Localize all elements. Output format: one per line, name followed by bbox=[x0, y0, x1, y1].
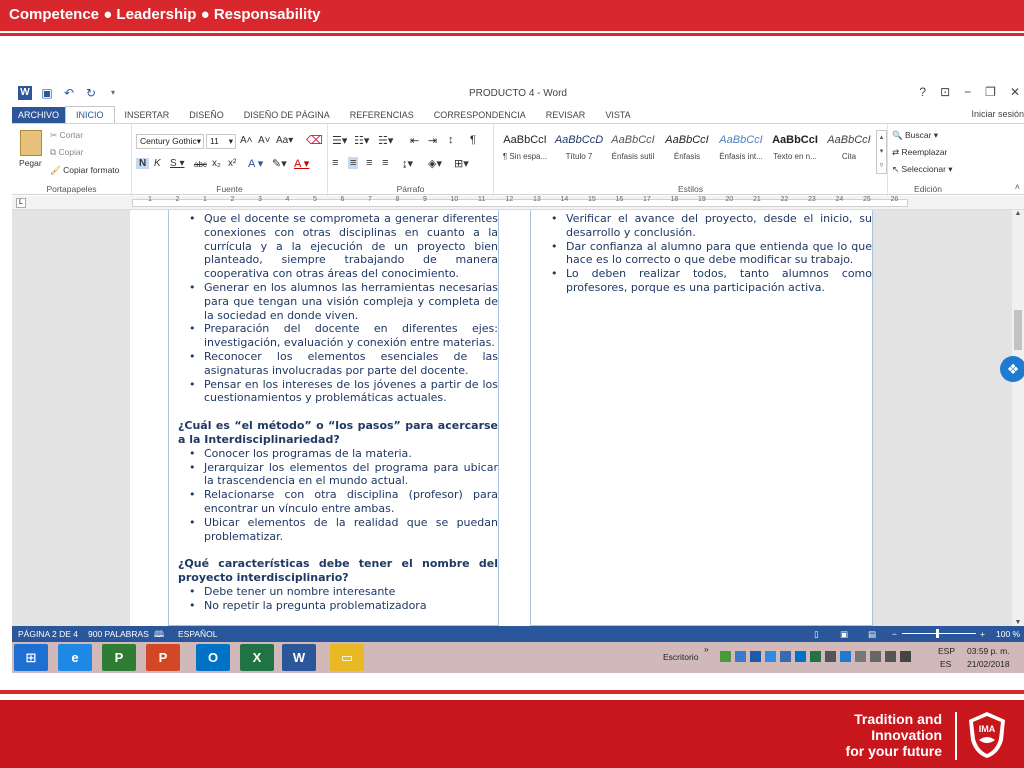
shading-icon[interactable]: ◈▾ bbox=[428, 158, 442, 170]
font-name-value: Century Gothic bbox=[140, 136, 197, 146]
right-column[interactable] bbox=[530, 210, 873, 626]
tray-app-icon[interactable] bbox=[735, 651, 746, 662]
select-label: Seleccionar bbox=[901, 164, 946, 174]
list-item: • Relacionarse con otra disciplina (profesor) para encontrar un vínculo entre ambas. bbox=[169, 488, 498, 516]
tray-app-icon[interactable] bbox=[750, 651, 761, 662]
undo-icon[interactable]: ↶ bbox=[63, 86, 75, 100]
styles-scroll[interactable]: ▴ ▾ ▿ bbox=[876, 130, 887, 174]
tab-diseno-pagina[interactable]: DISEÑO DE PÁGINA bbox=[243, 110, 330, 120]
select-button[interactable]: ↖ Seleccionar ▾ bbox=[892, 164, 953, 174]
zoom-slider[interactable] bbox=[902, 633, 976, 634]
dropbox-tray-icon[interactable] bbox=[840, 651, 851, 662]
ribbon-display-icon[interactable]: ⊡ bbox=[940, 85, 951, 99]
zoom-in-button[interactable]: + bbox=[980, 629, 985, 639]
styles-group-label: Estilos bbox=[677, 184, 704, 194]
customize-qat-icon[interactable]: ▾ bbox=[110, 88, 115, 97]
collapse-ribbon-icon[interactable]: ˄ bbox=[1014, 182, 1020, 192]
ruler-number: 17 bbox=[643, 196, 651, 203]
slide-tagline bbox=[846, 711, 942, 759]
change-case-icon[interactable]: Aa▾ bbox=[276, 135, 294, 146]
list-item: • Preparación del docente en diferentes ejes: investigación, evaluación y conexión entre materias. bbox=[169, 322, 498, 350]
input-language-top[interactable]: ESP bbox=[938, 646, 956, 656]
replace-button[interactable] bbox=[892, 147, 947, 158]
tagline-line: Innovation bbox=[871, 727, 942, 743]
window-controls bbox=[919, 85, 1020, 99]
horizontal-ruler[interactable] bbox=[12, 196, 1024, 210]
strikethrough-icon[interactable]: abc bbox=[194, 160, 207, 169]
project-icon[interactable]: P bbox=[102, 644, 136, 671]
style-sample: AaBbCcI bbox=[772, 134, 818, 146]
flag-icon[interactable] bbox=[870, 651, 881, 662]
tab-referencias[interactable]: REFERENCIAS bbox=[349, 110, 414, 120]
style-enfasis[interactable] bbox=[660, 130, 714, 172]
tab-revisar[interactable]: REVISAR bbox=[545, 110, 586, 120]
find-button[interactable]: 🔍 Buscar ▾ bbox=[892, 130, 939, 140]
numbering-icon[interactable]: ☷▾ bbox=[354, 135, 370, 147]
style-name: Título 7 bbox=[565, 152, 593, 161]
print-layout-icon[interactable]: ▣ bbox=[840, 629, 849, 639]
style-name: Cita bbox=[841, 152, 857, 161]
paragraph-group bbox=[328, 124, 494, 196]
align-right-icon[interactable]: ≡ bbox=[366, 157, 373, 169]
logo-text: IMA bbox=[978, 724, 996, 734]
proofing-icon[interactable]: 🕮 bbox=[154, 629, 165, 639]
bullet-list bbox=[169, 447, 498, 544]
subscript-icon[interactable]: x₂ bbox=[212, 158, 221, 169]
sign-in-link[interactable]: Iniciar sesión bbox=[971, 109, 1024, 119]
ruler-number: 10 bbox=[450, 196, 459, 203]
style-sample: AaBbCcI bbox=[719, 134, 763, 146]
cut-button[interactable]: ✂ Cortar bbox=[50, 130, 84, 140]
bullet-list bbox=[169, 585, 498, 613]
search-icon: 🔍 bbox=[892, 130, 903, 140]
grow-font-icon[interactable]: A˄ bbox=[240, 135, 253, 146]
ima-logo bbox=[966, 710, 1008, 760]
clipboard-group bbox=[12, 124, 132, 196]
style-sample: AaBbCcI bbox=[503, 134, 547, 146]
tab-diseno[interactable]: DISEÑO bbox=[189, 110, 224, 120]
borders-icon[interactable]: ⊞▾ bbox=[454, 158, 469, 170]
style-titulo-7[interactable] bbox=[552, 130, 606, 172]
minimize-icon[interactable]: − bbox=[964, 85, 972, 99]
restore-icon[interactable]: ❐ bbox=[985, 85, 996, 99]
cut-label: Cortar bbox=[59, 130, 84, 140]
ruler-number: 1 bbox=[148, 196, 152, 203]
tab-insertar[interactable]: INSERTAR bbox=[124, 110, 170, 120]
multilevel-list-icon[interactable]: ☵▾ bbox=[378, 135, 394, 147]
tab-inicio[interactable]: INICIO bbox=[65, 106, 115, 123]
windows-taskbar bbox=[12, 642, 1024, 673]
ruler-number: 13 bbox=[533, 196, 541, 203]
internet-explorer-icon[interactable]: e bbox=[58, 644, 92, 671]
style-name: Énfasis sutil bbox=[611, 152, 655, 161]
display-icon[interactable] bbox=[885, 651, 896, 662]
editing-group bbox=[888, 124, 968, 196]
font-group bbox=[132, 124, 328, 196]
ribbon bbox=[12, 123, 1024, 195]
replace-label: Reemplazar bbox=[901, 147, 948, 157]
ruler-number: 12 bbox=[505, 196, 514, 203]
line-spacing-icon[interactable]: ↨▾ bbox=[402, 158, 414, 170]
chevron-down-icon: ▾ bbox=[196, 136, 201, 146]
ruler-number: 25 bbox=[863, 196, 871, 203]
ruler-number: 4 bbox=[285, 196, 290, 203]
tab-archivo[interactable]: ARCHIVO bbox=[12, 107, 65, 123]
style-sample: AaBbCcD bbox=[554, 134, 604, 146]
ruler-number: 15 bbox=[588, 196, 596, 203]
chevron-down-icon: ▾ bbox=[228, 136, 233, 146]
zoom-level[interactable]: 100 % bbox=[996, 629, 1021, 639]
vertical-scrollbar[interactable] bbox=[1012, 210, 1024, 626]
section-heading: ¿Cuál es “el método” o “los pasos” para acercarse a la Interdisciplinariedad? bbox=[178, 419, 498, 446]
style-enfasis-intenso[interactable] bbox=[714, 130, 768, 172]
ruler-number: 8 bbox=[395, 196, 400, 203]
list-item: • No repetir la pregunta problematizadora bbox=[169, 599, 498, 613]
find-label: Buscar bbox=[904, 130, 932, 140]
read-mode-icon[interactable]: ▯ bbox=[814, 629, 819, 639]
file-explorer-icon[interactable]: ▭ bbox=[330, 644, 364, 671]
overflow-chevron-icon[interactable]: » bbox=[704, 644, 709, 654]
font-size-value: 11 bbox=[210, 136, 219, 146]
powerpoint-icon[interactable]: P bbox=[146, 644, 180, 671]
scroll-down-icon[interactable]: ▼ bbox=[1014, 619, 1022, 626]
list-item: • Debe tener un nombre interesante bbox=[169, 585, 498, 599]
style-name: Énfasis bbox=[673, 152, 701, 161]
dropbox-icon[interactable]: ❖ bbox=[1000, 356, 1024, 382]
wifi-icon[interactable] bbox=[900, 651, 911, 662]
word-app-icon: W bbox=[18, 86, 32, 100]
clear-formatting-icon[interactable]: ⌫ bbox=[306, 133, 323, 147]
section-heading: ¿Qué características debe tener el nombre del proyecto interdisciplinario? bbox=[178, 557, 498, 585]
style-sin-espaciado[interactable] bbox=[498, 130, 552, 172]
highlight-icon[interactable]: ✎▾ bbox=[272, 158, 287, 170]
style-name: Énfasis int... bbox=[719, 152, 763, 161]
ruler-number: 16 bbox=[615, 196, 624, 203]
style-name: Texto en n... bbox=[773, 152, 817, 161]
ruler-number: 24 bbox=[835, 196, 844, 203]
ruler-bar bbox=[132, 199, 908, 207]
paste-button[interactable]: Pegar bbox=[19, 158, 42, 168]
tray-app-icon[interactable] bbox=[810, 651, 821, 662]
ruler-number: 2 bbox=[175, 196, 180, 203]
ruler-number: 7 bbox=[368, 196, 372, 203]
ribbon-tabs bbox=[12, 105, 1024, 123]
outlook-icon[interactable]: O bbox=[196, 644, 230, 671]
copy-button[interactable]: ⧉ Copiar bbox=[50, 147, 84, 157]
list-item: • Pensar en los intereses de los jóvenes a partir de los cuestionamientos y problemáticas actuales. bbox=[169, 378, 498, 406]
decrease-indent-icon[interactable]: ⇤ bbox=[410, 135, 420, 147]
list-item: • Dar confianza al alumno para que entienda que lo que hace es lo correcto o que debe modificar su trabajo. bbox=[531, 240, 872, 268]
slide-header-banner bbox=[0, 0, 1024, 31]
redo-icon[interactable]: ↻ bbox=[85, 86, 97, 100]
cursor-icon: ↖ bbox=[892, 164, 900, 174]
ruler-number: 18 bbox=[670, 196, 679, 203]
scroll-up-icon[interactable]: ▲ bbox=[1014, 210, 1022, 217]
ruler-number: 2 bbox=[230, 196, 235, 203]
style-name: ¶ Sin espa... bbox=[502, 152, 548, 161]
align-center-icon[interactable]: ≡ bbox=[350, 157, 357, 169]
ruler-number: 22 bbox=[780, 196, 789, 203]
close-icon[interactable]: ✕ bbox=[1009, 85, 1020, 99]
list-item: • Que el docente se comprometa a generar diferentes conexiones con otras disciplinas en cuanto a la currícula y a la ejecución de un proyecto bien planteado, siempre trabajando de manera cooperativa con otras áreas del conocimiento. bbox=[169, 212, 498, 281]
style-cita[interactable] bbox=[822, 130, 876, 172]
paste-icon[interactable] bbox=[20, 130, 42, 156]
ruler-number: 6 bbox=[340, 196, 345, 203]
show-marks-icon[interactable]: ¶ bbox=[470, 134, 476, 146]
style-sample: AaBbCcI bbox=[611, 134, 655, 146]
style-enfasis-sutil[interactable] bbox=[606, 130, 660, 172]
list-item: • Jerarquizar los elementos del programa para ubicar la trascendencia en el mundo actual. bbox=[169, 461, 498, 489]
ruler-number: 26 bbox=[890, 196, 899, 203]
sort-icon[interactable]: ↕ bbox=[448, 134, 454, 146]
increase-indent-icon[interactable]: ⇥ bbox=[428, 135, 438, 147]
title-bar bbox=[12, 83, 1024, 105]
style-sample: AaBbCcI bbox=[827, 134, 871, 146]
replace-icon: ⇄ bbox=[892, 147, 900, 157]
styles-group bbox=[494, 124, 888, 196]
clock-time[interactable]: 03:59 p. m. bbox=[967, 646, 1010, 656]
list-item: • Generar en los alumnos las herramientas necesarias para que tengan una visión compleja y completa de la sociedad en donde viven. bbox=[169, 281, 498, 322]
format-painter-icon: 🖌 bbox=[50, 165, 61, 175]
align-left-icon[interactable]: ≡ bbox=[332, 157, 339, 169]
clock-date[interactable]: 21/02/2018 bbox=[967, 659, 1010, 669]
ruler-number: 11 bbox=[478, 196, 486, 203]
left-column[interactable] bbox=[168, 210, 499, 626]
list-item: • Ubicar elementos de la realidad que se puedan problematizar. bbox=[169, 516, 498, 544]
shrink-font-icon[interactable]: A˅ bbox=[258, 135, 271, 146]
slide-header-title: Competence ● Leadership ● Responsability bbox=[9, 6, 321, 23]
ruler-number: 3 bbox=[258, 196, 262, 203]
document-area[interactable] bbox=[12, 210, 1024, 626]
font-color-icon[interactable]: A ▾ bbox=[294, 158, 310, 170]
text-effects-icon[interactable]: A ▾ bbox=[248, 158, 264, 170]
input-language-bottom[interactable]: ES bbox=[940, 659, 952, 669]
tray-app-icon[interactable] bbox=[765, 651, 776, 662]
word-count[interactable]: 900 PALABRAS bbox=[88, 629, 149, 639]
volume-icon[interactable] bbox=[825, 651, 836, 662]
save-icon[interactable]: ▣ bbox=[41, 86, 53, 100]
font-name-dropdown[interactable] bbox=[136, 134, 204, 149]
underline-icon[interactable]: S ▾ bbox=[170, 158, 185, 169]
clipboard-group-label: Portapapeles bbox=[46, 184, 97, 194]
shield-icon bbox=[966, 710, 1008, 760]
paragraph-group-label: Párrafo bbox=[396, 184, 425, 194]
start-icon[interactable]: ⊞ bbox=[14, 644, 48, 671]
word-window bbox=[12, 83, 1024, 673]
web-layout-icon[interactable]: ▤ bbox=[868, 629, 877, 639]
tab-vista[interactable]: VISTA bbox=[605, 110, 631, 120]
list-item: • Conocer los programas de la materia. bbox=[169, 447, 498, 461]
format-painter-button[interactable] bbox=[50, 165, 119, 176]
tray-app-icon[interactable] bbox=[795, 651, 806, 662]
tagline-line: Tradition and bbox=[854, 711, 942, 727]
style-texto-en-negrita[interactable] bbox=[768, 130, 822, 172]
font-group-label: Fuente bbox=[216, 184, 243, 194]
bullets-icon[interactable]: ☰▾ bbox=[332, 135, 348, 147]
list-item: • Reconocer los elementos esenciales de las asignaturas involucradas por parte del docente. bbox=[169, 350, 498, 378]
tray-icons bbox=[720, 651, 911, 662]
editing-group-label: Edición bbox=[914, 184, 942, 194]
slide-header-rule bbox=[0, 33, 1024, 36]
ruler-number: 23 bbox=[808, 196, 816, 203]
bullet-list bbox=[169, 210, 498, 405]
ruler-number: 9 bbox=[423, 196, 427, 203]
page-count[interactable]: PÁGINA 2 DE 4 bbox=[18, 629, 78, 639]
language-status[interactable]: ESPAÑOL bbox=[178, 629, 218, 639]
document-page[interactable] bbox=[130, 210, 873, 626]
desktop-toolbar-label[interactable]: Escritorio bbox=[663, 652, 699, 662]
tagline-line: for your future bbox=[845, 743, 942, 759]
scroll-thumb[interactable] bbox=[1014, 310, 1022, 350]
ruler-number: 14 bbox=[560, 196, 569, 203]
tray-app-icon[interactable] bbox=[720, 651, 731, 662]
ruler-number: 1 bbox=[203, 196, 207, 203]
logo-divider bbox=[955, 712, 957, 760]
ruler-number: 19 bbox=[698, 196, 706, 203]
font-size-dropdown[interactable] bbox=[206, 134, 236, 149]
ruler-number: 21 bbox=[753, 196, 761, 203]
slide-footer-rule bbox=[0, 690, 1024, 694]
window-title: PRODUCTO 4 - Word bbox=[469, 88, 567, 99]
ruler-number: 20 bbox=[725, 196, 734, 203]
zoom-slider-thumb[interactable] bbox=[936, 629, 939, 638]
list-item: • Verificar el avance del proyecto, desde el inicio, su desarrollo y conclusión. bbox=[531, 212, 872, 240]
tray-app-icon[interactable] bbox=[780, 651, 791, 662]
word-icon[interactable]: W bbox=[282, 644, 316, 671]
tab-selector[interactable]: L bbox=[16, 198, 26, 208]
copy-label: Copiar bbox=[58, 147, 84, 157]
status-bar bbox=[12, 626, 1024, 642]
justify-icon[interactable]: ≡ bbox=[382, 157, 389, 169]
ruler-number: 5 bbox=[313, 196, 317, 203]
format-painter-label: Copiar formato bbox=[63, 165, 120, 175]
excel-icon[interactable]: X bbox=[240, 644, 274, 671]
italic-icon[interactable]: K bbox=[154, 158, 161, 169]
help-icon[interactable]: ? bbox=[919, 85, 927, 99]
network-icon[interactable] bbox=[855, 651, 866, 662]
bold-icon[interactable]: N bbox=[136, 158, 149, 169]
bullet-list bbox=[531, 210, 872, 295]
superscript-icon[interactable]: x² bbox=[228, 158, 237, 169]
list-item: • Lo deben realizar todos, tanto alumnos como profesores, porque es una participación activa. bbox=[531, 267, 872, 295]
zoom-out-button[interactable]: − bbox=[892, 629, 897, 639]
style-sample: AaBbCcI bbox=[665, 134, 709, 146]
tab-correspondencia[interactable]: CORRESPONDENCIA bbox=[433, 110, 526, 120]
